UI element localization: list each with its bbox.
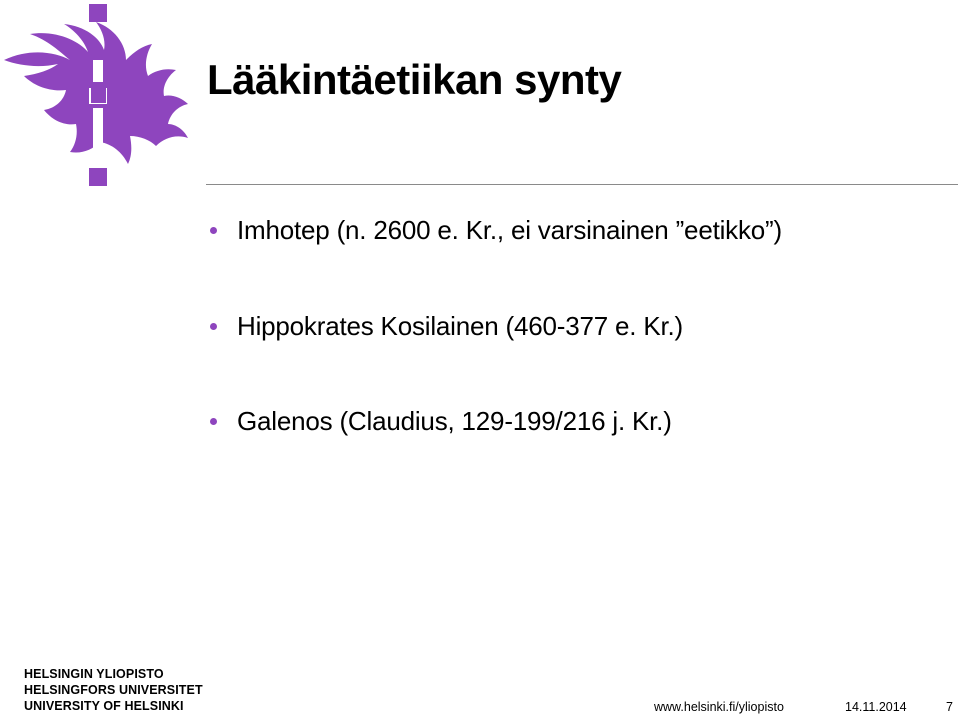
footer-date: 14.11.2014 xyxy=(845,700,907,714)
university-name-en: UNIVERSITY OF HELSINKI xyxy=(24,699,184,713)
title-divider xyxy=(206,184,958,185)
footer-url: www.helsinki.fi/yliopisto xyxy=(654,700,784,714)
flame-torch-icon xyxy=(0,0,200,190)
bullet-item xyxy=(210,401,672,441)
university-name-fi: HELSINGIN YLIOPISTO xyxy=(24,667,164,681)
bullet-text: Hippokrates Kosilainen (460-377 e. Kr.) xyxy=(237,310,684,341)
bullet-item xyxy=(210,210,782,250)
round-bullet-icon xyxy=(210,418,217,425)
round-bullet-icon xyxy=(210,227,217,234)
university-name-sv: HELSINGFORS UNIVERSITET xyxy=(24,683,203,697)
slide-title: Lääkintäetiikan synty xyxy=(207,56,622,103)
page-number: 7 xyxy=(946,700,953,714)
bullet-text: Imhotep (n. 2600 e. Kr., ei varsinainen ”eetikko”) xyxy=(237,214,782,245)
round-bullet-icon xyxy=(210,323,217,330)
university-wordmark xyxy=(24,666,203,714)
bullet-text: Galenos (Claudius, 129-199/216 j. Kr.) xyxy=(237,405,672,436)
bullet-item xyxy=(210,306,683,346)
